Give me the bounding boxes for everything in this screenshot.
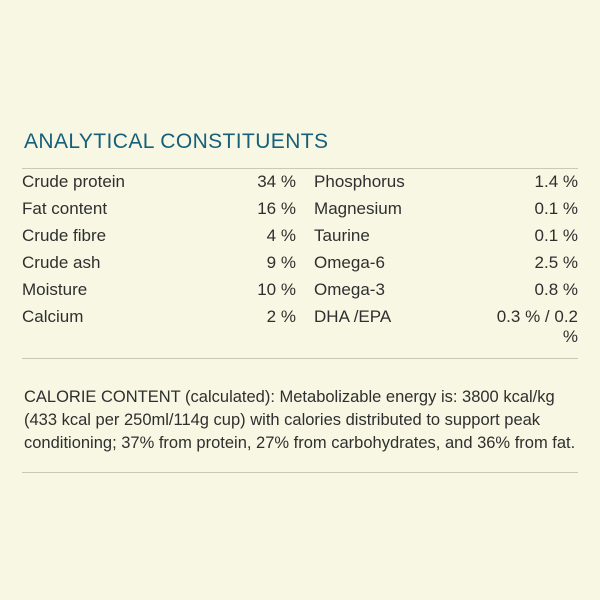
nutrient-value: 4 % xyxy=(266,226,296,245)
table-row xyxy=(22,277,578,304)
nutrient-name: Calcium xyxy=(22,307,84,326)
nutrient-value: 0.8 % xyxy=(534,280,578,299)
nutrient-value: 2 % xyxy=(266,307,296,326)
nutrient-name: DHA /EPA xyxy=(314,307,392,326)
calorie-content-text: CALORIE CONTENT (calculated): Metabolizable energy is: 3800 kcal/kg (433 kcal per 250ml/114g cup) with calories distributed to support peak conditioning; 37% from protein, 27% from carbohydrates, and 36% from fat. xyxy=(24,387,576,453)
nutrient-name: Magnesium xyxy=(314,199,402,218)
table-row xyxy=(22,250,578,277)
table-row xyxy=(22,304,578,351)
nutrient-name: Crude fibre xyxy=(22,226,107,245)
table-row xyxy=(22,223,578,250)
constituents-table xyxy=(22,169,578,351)
page-title: ANALYTICAL CONSTITUENTS xyxy=(24,130,329,153)
nutrient-name: Omega-6 xyxy=(314,253,385,272)
nutrient-value: 0.1 % xyxy=(534,226,578,245)
nutrient-name: Phosphorus xyxy=(314,172,405,191)
nutrient-value: 16 % xyxy=(257,199,296,218)
nutrient-value: 2.5 % xyxy=(534,253,578,272)
divider-middle xyxy=(22,358,578,359)
analytical-constituents-panel xyxy=(22,130,578,473)
table-row xyxy=(22,196,578,223)
nutrient-value: 1.4 % xyxy=(534,172,578,191)
nutrient-name: Crude ash xyxy=(22,253,101,272)
divider-bottom xyxy=(22,472,578,473)
table-row xyxy=(22,169,578,196)
column-gap xyxy=(296,250,314,277)
nutrient-value: 9 % xyxy=(266,253,296,272)
nutrient-name: Crude protein xyxy=(22,172,126,191)
column-gap xyxy=(296,223,314,250)
column-gap xyxy=(296,277,314,304)
column-gap xyxy=(296,169,314,196)
nutrient-value: 0.1 % xyxy=(534,199,578,218)
nutrient-name: Omega-3 xyxy=(314,280,385,299)
nutrient-name: Fat content xyxy=(22,199,108,218)
nutrient-value: 34 % xyxy=(257,172,296,191)
nutrient-name: Taurine xyxy=(314,226,370,245)
column-gap xyxy=(296,196,314,223)
nutrient-value: 10 % xyxy=(257,280,296,299)
nutrient-name: Moisture xyxy=(22,280,88,299)
nutrient-value: 0.3 % / 0.2 % xyxy=(496,307,578,346)
column-gap xyxy=(296,304,314,351)
